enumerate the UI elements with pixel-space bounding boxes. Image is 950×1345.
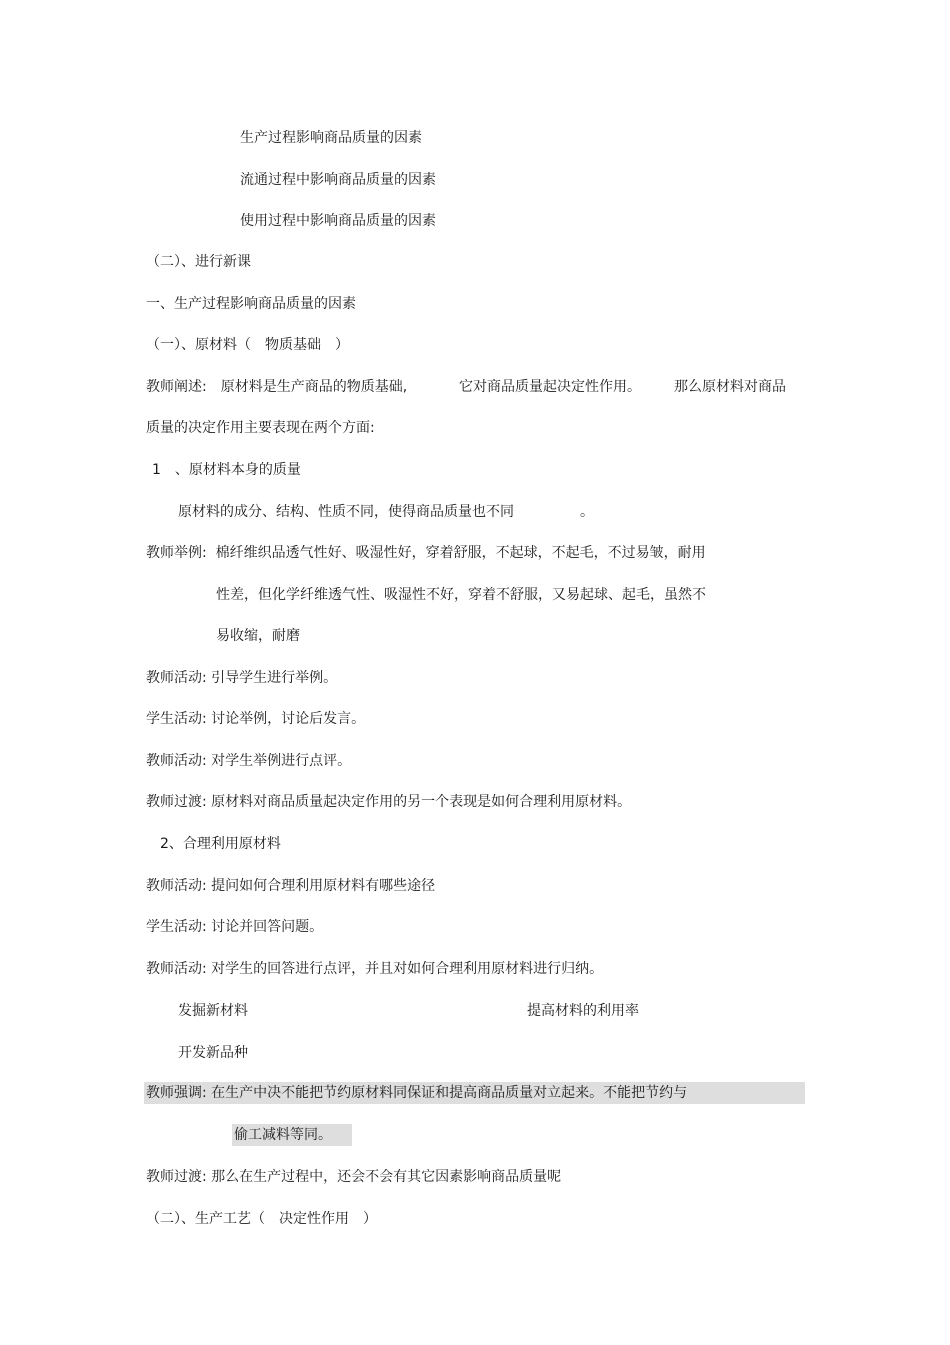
subheading-production-process: （二）、生产工艺（ 决定性作用 ） xyxy=(146,1211,377,1227)
teacher-statement-line2: 质量的决定作用主要表现在两个方面: xyxy=(146,420,375,436)
student-activity-1: 学生活动: 讨论举例，讨论后发言。 xyxy=(146,711,366,727)
method-utilization-rate: 提高材料的利用率 xyxy=(527,1003,639,1019)
teacher-statement-part3: 那么原材料对商品 xyxy=(674,379,786,395)
outline-item-circulation: 流通过程中影响商品质量的因素 xyxy=(240,172,436,188)
method-new-varieties: 开发新品种 xyxy=(178,1045,248,1061)
teacher-example-line2: 性差，但化学纤维透气性、吸湿性不好，穿着不舒服，又易起球、起毛，虽然不 xyxy=(216,587,706,603)
outline-item-production: 生产过程影响商品质量的因素 xyxy=(240,130,422,146)
teacher-statement-part2: 它对商品质量起决定性作用。 xyxy=(459,379,641,395)
subheading-raw-materials: （一）、原材料（ 物质基础 ） xyxy=(146,337,349,353)
point1-text: 原材料的成分、结构、性质不同，使得商品质量也不同 xyxy=(178,504,514,520)
teacher-activity-2: 教师活动: 对学生举例进行点评。 xyxy=(146,753,352,769)
teacher-activity-3: 教师活动: 提问如何合理利用原材料有哪些途径 xyxy=(146,878,436,894)
teacher-emphasis-line1: 教师强调: 在生产中决不能把节约原材料同保证和提高商品质量对立起来。不能把节约与 xyxy=(146,1085,688,1101)
teacher-transition-1: 教师过渡: 原材料对商品质量起决定作用的另一个表现是如何合理利用原材料。 xyxy=(146,794,632,810)
point1-period: 。 xyxy=(580,504,594,520)
teacher-statement-part1: 教师阐述: 原材料是生产商品的物质基础, xyxy=(146,379,408,395)
teacher-example-line3: 易收缩，耐磨 xyxy=(216,628,300,644)
teacher-example-line1: 教师举例: 棉纤维织品透气性好、吸湿性好，穿着舒服，不起球，不起毛，不过易皱，耐用 xyxy=(146,545,706,561)
method-new-materials: 发掘新材料 xyxy=(178,1003,248,1019)
outline-item-usage: 使用过程中影响商品质量的因素 xyxy=(240,213,436,229)
point1-title: 1 、原材料本身的质量 xyxy=(152,462,301,478)
section-new-lesson: （二）、进行新课 xyxy=(146,254,251,270)
teacher-emphasis-line2: 偷工减料等同。 xyxy=(234,1127,332,1143)
heading-production-factors: 一、生产过程影响商品质量的因素 xyxy=(146,296,356,312)
teacher-transition-2: 教师过渡: 那么在生产过程中，还会不会有其它因素影响商品质量呢 xyxy=(146,1169,562,1185)
teacher-activity-1: 教师活动: 引导学生进行举例。 xyxy=(146,670,338,686)
student-activity-2: 学生活动: 讨论并回答问题。 xyxy=(146,919,324,935)
teacher-activity-4: 教师活动: 对学生的回答进行点评，并且对如何合理利用原材料进行归纳。 xyxy=(146,961,604,977)
point2-title: 2、合理利用原材料 xyxy=(160,836,281,852)
